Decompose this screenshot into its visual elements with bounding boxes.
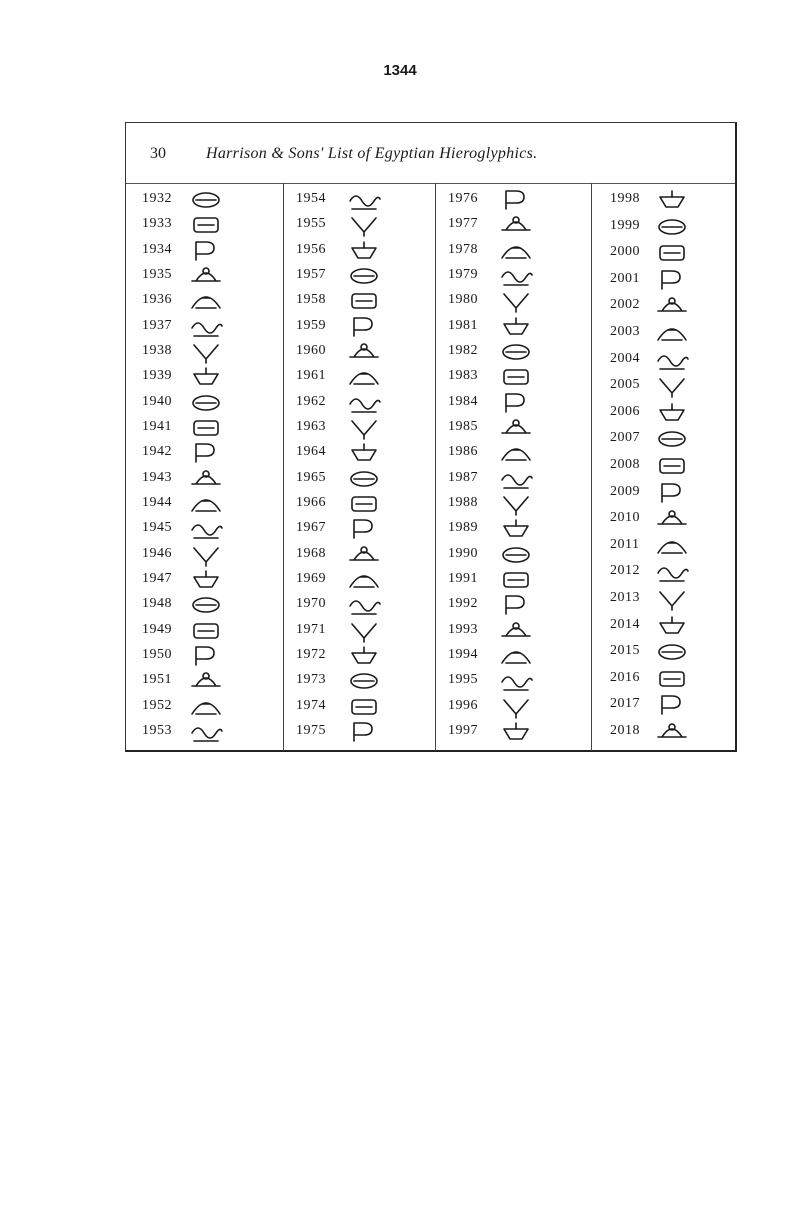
hieroglyph-entry (284, 493, 436, 517)
hieroglyph-figure-icon (496, 694, 536, 720)
column-3 (435, 183, 592, 751)
hieroglyph-entry (592, 216, 737, 240)
hieroglyph-entry (436, 518, 592, 542)
entry-number: 1941 (142, 419, 172, 434)
hieroglyph-figure-icon (496, 466, 536, 492)
hieroglyph-entry (284, 645, 436, 669)
entry-number: 1994 (448, 647, 478, 662)
entry-number: 1952 (142, 697, 172, 713)
entry-number: 1969 (296, 571, 326, 586)
entry-number: 2006 (610, 403, 640, 419)
hieroglyph-entry (126, 316, 283, 340)
hieroglyph-figure-icon (652, 187, 692, 213)
hieroglyph-figure-icon (652, 586, 692, 612)
entry-number: 1935 (142, 267, 172, 282)
hieroglyph-entry (436, 417, 592, 441)
hieroglyph-figure-icon (652, 666, 692, 692)
header-page-number: 30 (150, 145, 166, 162)
hieroglyph-entry (436, 493, 592, 517)
entry-number: 2003 (610, 324, 640, 339)
column-4 (591, 183, 737, 751)
entry-number: 1956 (296, 241, 326, 257)
hieroglyph-figure-icon (344, 238, 384, 264)
entry-number: 1949 (142, 621, 172, 637)
entry-number: 1942 (142, 444, 172, 460)
entry-number: 1963 (296, 419, 326, 434)
hieroglyph-figure-icon (652, 506, 692, 532)
hieroglyph-entry (436, 468, 592, 492)
entry-number: 1955 (296, 216, 326, 232)
hieroglyph-entry (592, 375, 737, 399)
entry-number: 1944 (142, 495, 172, 510)
entry-number: 1996 (448, 697, 478, 713)
hieroglyph-figure-icon (344, 668, 384, 694)
hieroglyph-entry (592, 242, 737, 266)
running-header (126, 145, 735, 169)
entry-number: 1992 (448, 596, 478, 612)
hieroglyph-entry (126, 366, 283, 390)
hieroglyph-entry (436, 214, 592, 238)
hieroglyph-figure-icon (344, 491, 384, 517)
hieroglyph-entry (592, 561, 737, 585)
entry-number: 1976 (448, 191, 478, 206)
entry-number: 1973 (296, 672, 326, 688)
hieroglyph-figure-icon (652, 293, 692, 319)
hieroglyph-entry (592, 641, 737, 665)
hieroglyph-figure-icon (186, 516, 226, 542)
hieroglyph-figure-icon (186, 719, 226, 745)
hieroglyph-entry (284, 518, 436, 542)
entry-number: 1964 (296, 444, 326, 460)
hieroglyph-figure-icon (652, 613, 692, 639)
hieroglyph-entry (126, 645, 283, 669)
hieroglyph-entry (592, 189, 737, 213)
entry-number: 2015 (610, 643, 640, 659)
catalogue-frame (125, 122, 737, 752)
hieroglyph-figure-icon (496, 238, 536, 264)
hieroglyph-entry (436, 290, 592, 314)
entry-number: 1991 (448, 571, 478, 586)
hieroglyph-figure-icon (344, 567, 384, 593)
hieroglyph-entry (436, 240, 592, 264)
hieroglyph-figure-icon (652, 400, 692, 426)
hieroglyph-figure-icon (344, 719, 384, 745)
entry-number: 1945 (142, 520, 172, 536)
hieroglyph-figure-icon (186, 618, 226, 644)
entry-number: 2000 (610, 244, 640, 260)
hieroglyph-figure-icon (496, 314, 536, 340)
hieroglyph-figure-icon (496, 263, 536, 289)
entry-number: 1968 (296, 545, 326, 561)
hieroglyph-entry (284, 721, 436, 745)
entry-number: 1986 (448, 444, 478, 460)
hieroglyph-entry (126, 290, 283, 314)
hieroglyph-figure-icon (652, 267, 692, 293)
entry-number: 1959 (296, 317, 326, 333)
hieroglyph-entry (436, 392, 592, 416)
hieroglyph-figure-icon (344, 542, 384, 568)
entry-number: 1983 (448, 368, 478, 384)
hieroglyph-entry (284, 468, 436, 492)
hieroglyph-entry (284, 240, 436, 264)
entry-number: 1987 (448, 469, 478, 485)
hieroglyph-figure-icon (652, 347, 692, 373)
entry-number: 1961 (296, 368, 326, 384)
entry-number: 2009 (610, 483, 640, 499)
hieroglyph-figure-icon (652, 559, 692, 585)
hieroglyph-entry (592, 721, 737, 745)
hieroglyph-figure-icon (496, 567, 536, 593)
hieroglyph-entry (126, 493, 283, 517)
hieroglyph-entry (126, 721, 283, 745)
hieroglyph-entry (592, 535, 737, 559)
entry-number: 1971 (296, 621, 326, 637)
hieroglyph-figure-icon (496, 491, 536, 517)
hieroglyph-figure-icon (652, 639, 692, 665)
hieroglyph-figure-icon (496, 618, 536, 644)
entry-number: 1940 (142, 393, 172, 409)
hieroglyph-figure-icon (496, 592, 536, 618)
hieroglyph-entry (284, 392, 436, 416)
hieroglyph-entry (284, 696, 436, 720)
hieroglyph-figure-icon (496, 643, 536, 669)
hieroglyph-figure-icon (496, 339, 536, 365)
hieroglyph-columns (126, 183, 735, 751)
entry-number: 1948 (142, 596, 172, 612)
hieroglyph-entry (436, 645, 592, 669)
hieroglyph-entry (592, 668, 737, 692)
hieroglyph-figure-icon (496, 415, 536, 441)
hieroglyph-figure-icon (496, 719, 536, 745)
hieroglyph-entry (126, 594, 283, 618)
hieroglyph-figure-icon (496, 212, 536, 238)
entry-number: 1938 (142, 343, 172, 358)
hieroglyph-entry (284, 214, 436, 238)
entry-number: 2004 (610, 350, 640, 366)
hieroglyph-entry (592, 588, 737, 612)
hieroglyph-entry (592, 508, 737, 532)
hieroglyph-figure-icon (496, 288, 536, 314)
hieroglyph-entry (126, 417, 283, 441)
entry-number: 1995 (448, 672, 478, 688)
hieroglyph-entry (592, 269, 737, 293)
entry-number: 2010 (610, 510, 640, 526)
hieroglyph-figure-icon (186, 668, 226, 694)
hieroglyph-entry (126, 696, 283, 720)
entry-number: 2012 (610, 563, 640, 579)
entry-number: 1953 (142, 723, 172, 738)
entry-number: 1977 (448, 216, 478, 232)
hieroglyph-figure-icon (652, 214, 692, 240)
header-title: Harrison & Sons' List of Egyptian Hieroglyphics. (206, 145, 538, 162)
hieroglyph-figure-icon (186, 567, 226, 593)
entry-number: 1975 (296, 723, 326, 738)
hieroglyph-figure-icon (652, 240, 692, 266)
entry-number: 1936 (142, 292, 172, 308)
entry-number: 1988 (448, 495, 478, 510)
hieroglyph-entry (592, 482, 737, 506)
hieroglyph-entry (284, 265, 436, 289)
hieroglyph-entry (126, 240, 283, 264)
entry-number: 1943 (142, 469, 172, 485)
hieroglyph-entry (284, 290, 436, 314)
hieroglyph-figure-icon (652, 533, 692, 559)
entry-number: 1984 (448, 393, 478, 409)
hieroglyph-entry (592, 694, 737, 718)
entry-number: 1972 (296, 647, 326, 662)
hieroglyph-figure-icon (652, 426, 692, 452)
entry-number: 1974 (296, 697, 326, 713)
entry-number: 1978 (448, 241, 478, 257)
entry-number: 1954 (296, 191, 326, 206)
hieroglyph-figure-icon (344, 643, 384, 669)
hieroglyph-entry (436, 265, 592, 289)
hieroglyph-entry (284, 544, 436, 568)
entry-number: 1980 (448, 292, 478, 308)
entry-number: 1990 (448, 545, 478, 561)
hieroglyph-entry (126, 670, 283, 694)
hieroglyph-entry (592, 322, 737, 346)
hieroglyph-figure-icon (186, 364, 226, 390)
hieroglyph-figure-icon (344, 466, 384, 492)
hieroglyph-figure-icon (496, 390, 536, 416)
hieroglyph-entry (592, 295, 737, 319)
hieroglyph-entry (284, 594, 436, 618)
hieroglyph-figure-icon (496, 668, 536, 694)
hieroglyph-figure-icon (344, 263, 384, 289)
entry-number: 1982 (448, 343, 478, 358)
hieroglyph-figure-icon (186, 694, 226, 720)
entry-number: 1958 (296, 292, 326, 308)
entry-number: 2005 (610, 377, 640, 393)
hieroglyph-entry (592, 349, 737, 373)
hieroglyph-figure-icon (344, 390, 384, 416)
hieroglyph-figure-icon (344, 694, 384, 720)
hieroglyph-figure-icon (496, 516, 536, 542)
entry-number: 1985 (448, 419, 478, 434)
hieroglyph-entry (126, 442, 283, 466)
entry-number: 1937 (142, 317, 172, 333)
hieroglyph-entry (284, 442, 436, 466)
entry-number: 2013 (610, 590, 640, 605)
entry-number: 1939 (142, 368, 172, 384)
entry-number: 2002 (610, 297, 640, 313)
hieroglyph-entry (284, 316, 436, 340)
hieroglyph-figure-icon (186, 542, 226, 568)
hieroglyph-figure-icon (344, 364, 384, 390)
hieroglyph-entry (284, 670, 436, 694)
entry-number: 2001 (610, 270, 640, 286)
hieroglyph-figure-icon (186, 314, 226, 340)
column-1 (126, 183, 283, 751)
entry-number: 1962 (296, 393, 326, 409)
hieroglyph-figure-icon (652, 320, 692, 346)
entry-number: 1934 (142, 241, 172, 257)
hieroglyph-entry (284, 366, 436, 390)
hieroglyph-figure-icon (186, 415, 226, 441)
hieroglyph-entry (436, 594, 592, 618)
hieroglyph-figure-icon (652, 480, 692, 506)
hieroglyph-figure-icon (186, 466, 226, 492)
entry-number: 2018 (610, 723, 640, 738)
hieroglyph-figure-icon (186, 440, 226, 466)
hieroglyph-entry (126, 569, 283, 593)
hieroglyph-entry (436, 442, 592, 466)
hieroglyph-figure-icon (344, 415, 384, 441)
hieroglyph-figure-icon (186, 491, 226, 517)
entry-number: 1997 (448, 723, 478, 738)
hieroglyph-figure-icon (652, 719, 692, 745)
hieroglyph-figure-icon (186, 339, 226, 365)
hieroglyph-entry (126, 468, 283, 492)
entry-number: 1957 (296, 267, 326, 282)
hieroglyph-figure-icon (186, 212, 226, 238)
hieroglyph-entry (592, 615, 737, 639)
hieroglyph-figure-icon (652, 373, 692, 399)
entry-number: 1951 (142, 672, 172, 688)
hieroglyph-entry (126, 544, 283, 568)
hieroglyph-figure-icon (344, 592, 384, 618)
hieroglyph-entry (592, 455, 737, 479)
hieroglyph-entry (126, 214, 283, 238)
hieroglyph-entry (436, 366, 592, 390)
entry-number: 1993 (448, 621, 478, 637)
entry-number: 1999 (610, 217, 640, 233)
entry-number: 1967 (296, 520, 326, 536)
hieroglyph-figure-icon (652, 692, 692, 718)
hieroglyph-figure-icon (344, 187, 384, 213)
entry-number: 2014 (610, 616, 640, 632)
entry-number: 1966 (296, 495, 326, 510)
hieroglyph-oval-icon (186, 263, 226, 289)
entry-number: 1950 (142, 647, 172, 662)
entry-number: 1932 (142, 191, 172, 206)
hieroglyph-entry (592, 402, 737, 426)
hieroglyph-entry (284, 189, 436, 213)
hieroglyph-entry (436, 696, 592, 720)
hieroglyph-entry (436, 316, 592, 340)
column-2 (283, 183, 436, 751)
hieroglyph-entry (436, 670, 592, 694)
entry-number: 2011 (610, 536, 640, 552)
hieroglyph-figure-icon (344, 212, 384, 238)
hieroglyph-entry (592, 428, 737, 452)
entry-number: 1965 (296, 469, 326, 485)
entry-number: 2017 (610, 696, 640, 712)
hieroglyph-figure-icon (496, 187, 536, 213)
hieroglyph-entry (436, 544, 592, 568)
hieroglyph-figure-icon (496, 364, 536, 390)
hieroglyph-entry (126, 265, 283, 289)
hieroglyph-figure-icon (496, 542, 536, 568)
entry-number: 2016 (610, 669, 640, 685)
hieroglyph-circle-icon (186, 288, 226, 314)
hieroglyph-figure-icon (344, 440, 384, 466)
hieroglyph-entry (436, 569, 592, 593)
hieroglyph-figure-icon (186, 390, 226, 416)
hieroglyph-entry (436, 341, 592, 365)
entry-number: 1970 (296, 596, 326, 612)
hieroglyph-entry (284, 620, 436, 644)
page-number: 1344 (383, 62, 417, 79)
entry-number: 1960 (296, 343, 326, 358)
entry-number: 1998 (610, 191, 640, 206)
entry-number: 1946 (142, 545, 172, 561)
entry-number: 1947 (142, 571, 172, 586)
hieroglyph-entry (126, 620, 283, 644)
hieroglyph-entry (126, 518, 283, 542)
hieroglyph-figure-icon (496, 440, 536, 466)
hieroglyph-figure-icon (652, 453, 692, 479)
hieroglyph-figure-icon (344, 516, 384, 542)
hieroglyph-entry (284, 341, 436, 365)
hieroglyph-entry (126, 392, 283, 416)
entry-number: 2007 (610, 430, 640, 446)
entry-number: 1989 (448, 520, 478, 536)
hieroglyph-entry (436, 189, 592, 213)
entry-number: 1981 (448, 317, 478, 333)
hieroglyph-figure-icon (186, 238, 226, 264)
hieroglyph-figure-icon (186, 643, 226, 669)
hieroglyph-entry (436, 620, 592, 644)
hieroglyph-entry (436, 721, 592, 745)
hieroglyph-entry (126, 341, 283, 365)
hieroglyph-figure-icon (344, 288, 384, 314)
hieroglyph-figure-icon (344, 339, 384, 365)
entry-number: 1933 (142, 216, 172, 232)
hieroglyph-entry (126, 189, 283, 213)
hieroglyph-figure-icon (344, 314, 384, 340)
hieroglyph-entry (284, 569, 436, 593)
entry-number: 1979 (448, 267, 478, 282)
hieroglyph-figure-icon (186, 592, 226, 618)
hieroglyph-entry (284, 417, 436, 441)
entry-number: 2008 (610, 457, 640, 472)
hieroglyph-figure-icon (186, 187, 226, 213)
hieroglyph-figure-icon (344, 618, 384, 644)
